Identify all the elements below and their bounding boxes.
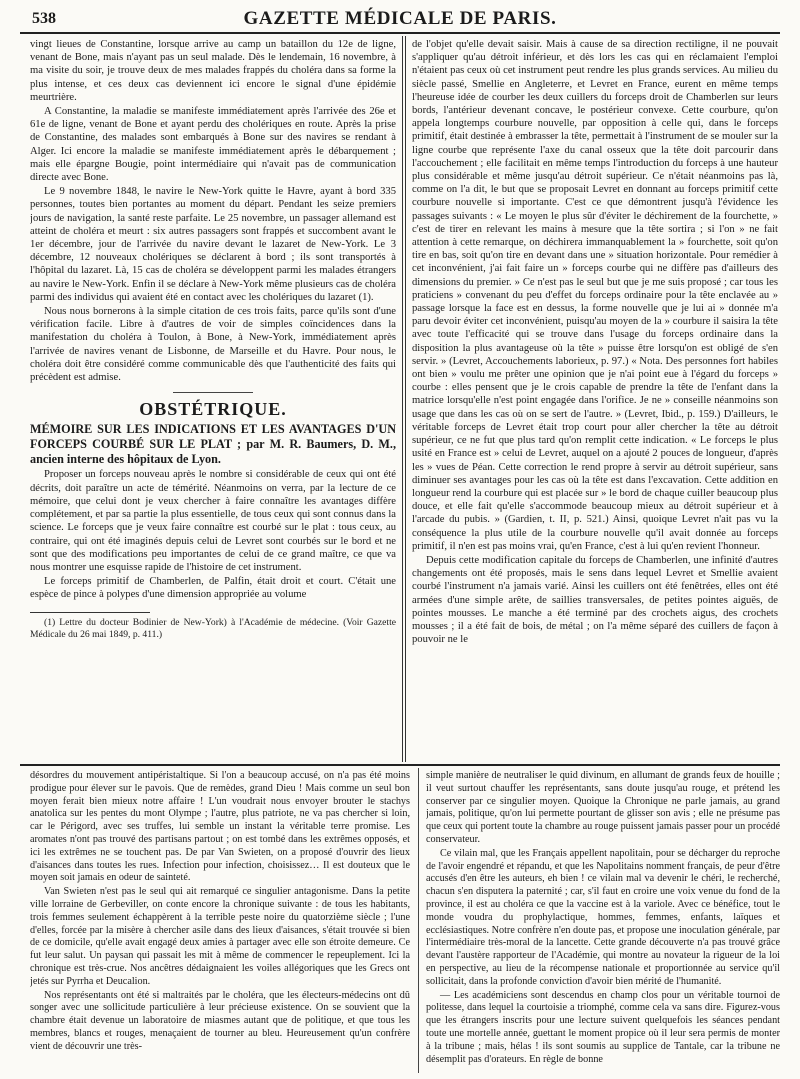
paragraph: vingt lieues de Constantine, lorsque arrive au camp un bataillon du 12e de ligne, venant de Bone, mais n'ayant pas un seul malade. Dès le lendemain, 16 novembre, à ma visite du soir, je trouve deux de mes malades frappés du choléra dans sa forme la plus intense, et ces deux cas deviennent ici encore le signal d'une épidémie meurtrière.: [30, 39, 396, 103]
column-divider: [418, 768, 419, 1073]
footnote: (1) Lettre du docteur Bodinier de New-York) à l'Académie de médecine. (Voir Gazette Médicale du 26 mai 1849, p. 411.): [30, 616, 396, 640]
page-number: 538: [32, 10, 56, 27]
paragraph: Nous nous bornerons à la simple citation de ces trois faits, parce qu'ils sont d'une vérification facile. Libre à d'autres de voir de simples coïncidences dans la manifestation du choléra à Toulon, à Bone, à New-York, immédiatement après l'arrivée de navires venant de Lisbonne, de Marseille et du Havre. Pour nous, le choléra doit être considéré comme communicable dès que l'authenticité des faits qui précèdent est admise.: [30, 306, 396, 384]
paragraph: Proposer un forceps nouveau après le nombre si considérable de ceux qui ont été décrits, doit paraître un acte de témérité. Néanmoins on verra, par la lecture de ce mémoire, que celui dont je veux chercher à faire connaître les avantages diffère complétement, et par sa partie la plus essentielle, de tous ceux qui sont connus dans la science. Le forceps que je veux faire connaître est courbé sur le plat : tous ceux, au contraire, qui ont été imaginés depuis celui de Levret sont courbés sur le bord et ne sont que des modifications peu importantes de celui de ce grand maître, ce que va nous montrer une esquisse rapide de l'histoire de cet instrument.: [30, 469, 396, 573]
paragraph: Nos représentants ont été si maltraités par le choléra, que les électeurs-médecins ont dû songer avec une sollicitude particulière à leur précieuse existence. On se souvient que la chambre était devenue un laboratoire de miasmes autant que de politique, et que tous les membres, blancs et rouges, menaçaient de tourner au bleu. Heureusement qu'un confrère vient de découvrir une très-: [30, 989, 410, 1052]
left-top-column: [30, 38, 396, 762]
right-bottom-column: [426, 770, 780, 1073]
paragraph: de l'objet qu'elle devait saisir. Mais à cause de sa direction rectiligne, il ne pouvait s'appliquer qu'au détroit inférieur, et dès lors les cas qui en réclamaient l'emploi n'étaient pas ceux où cet instrument peut rendre les plus grands services. Au milieu du siècle passé, Smellie en Angleterre, et Levret en France, eurent en même temps l'heureuse idée de courber les deux cuillers du forceps droit de Chamberlen sur leurs bords, l'antérieur devenant concave, le postérieur convexe. Cette courbure, qu'on appela longtemps courbure nouvelle, par opposition à celle qui, dans le forceps primitif, était destinée à embrasser la tête, permettait à l'instrument de se mouler sur la ligne courbe que représente l'axe du canal osseux que la tête doit parcourir dans l'accouchement ; elle facilitait en même temps l'introduction du forceps à une hauteur plus considérable et même jusqu'au détroit supérieur. Ce n'était néanmoins pas là, comme on l'a dit, le but que se proposait Levret en donnant au forceps primitif cette courbure nouvelle si importante. C'est ce que démontrent jusqu'à l'évidence les passages suivants : « Le moyen le plus sûr d'éviter le déchirement de la fourchette, » c'est de tirer en relevant les mains à mesure que la tête sortira ; si l'on » ne fait attention à cette remarque, on déchirera immanquablement la » fourchette, soit qu'on tire en bas, soit qu'on tire en devant dans une » situation horizontale. Pour remédier à cet inconvénient, j'ai fait faire un » forceps courbe qui ne diffère pas d'ailleurs des dimensions du premier. » Ce n'est pas le seul but que je me suis proposé ; car tous les praticiens » convenant du peu d'effet du forceps ordinaire pour la tête enclavée au » passage lorsque la face est en dessus, la forme nouvelle que je lui ai » donnée m'a paru devoir éviter cet inconvénient, puisqu'au moyen de la » courbure il saisira la tête avec toute l'efficacité qui se trouve dans l'usage du forceps ordinaire dans la disposition la plus avantageuse où la tête » puisse être lorsqu'on est obligé de s'en servir. » (Levret, Accouchements laborieux, p. 97.) « Nota. Des personnes fort habiles ont bien » voulu me prêter une opinion que je n'ai point eue à l'égard du forceps » courbe : elles pensent que je le crois capable de prendre la tête de l'enfant dans la matrice lorsqu'elle n'est point engagée dans l'orifice. Je ne » conseille néanmoins son usage que dans les cas où on se sert de l'autre. » (Levret, Ibid., p. 159.) D'ailleurs, le véritable forceps de Levret était trop court pour aller chercher la tête au détroit supérieur, ce ne fut que plus tard qu'on remplit cette indication. « Le forceps le plus usité en France est » celui de Levret, auquel on a ajouté 2 pouces de longueur, d'après les » vues de Péan. Cette correction le rend propre à servir au détroit supérieur, sans diminuer ses avantages pour les cas où la tête est dans l'excavation. Cette addition en longueur rend la courbure qui est placée sur » le bord de chaque cuiller beaucoup plus douce, et elle fait qu'elle s'accommode beaucoup mieux au détroit supérieur et à l'arcade du pubis. » (Gardien, t. II, p. 521.) Ainsi, quoique Levret n'ait pas vu la conséquence la plus utile de la courbure nouvelle qu'il avait donnée au forceps primitif, il n'en est pas moins vrai, qu'en France, c'est à lui qu'en revient l'honneur.: [412, 39, 778, 552]
page-header: [20, 6, 780, 32]
memoir-title: MÉMOIRE SUR LES INDICATIONS ET LES AVANTAGES D'UN FORCEPS COURBÉ SUR LE PLAT ; par M. R. Baumers, D. M., ancien interne des hôpitaux de Lyon.: [30, 422, 396, 467]
paragraph: — Les académiciens sont descendus en champ clos pour un véritable tournoi de politesse, dans lequel la courtoisie a triomphé, comme cela va sans dire. Figurez-vous que les étrangers inscrits pour une lecture suivent quelquefois les séances pendant toute une mortelle année, guettant le moment propice où il leur sera permis de monter à la tribune ; mais, hélas ! ils sont soumis au supplice de Tantale, car la tribune ne désemplit pas d'orateurs. En règle de bonne: [426, 989, 780, 1065]
paragraph: simple manière de neutraliser le quid divinum, en allumant de grands feux de houille ; il veut surtout chauffer les représentants, sans doute jusqu'au rouge, et prétend les conserver par ce singulier moyen. Quoique la Chronique ne parle jamais, au grand jamais, politique, qu'on lui permette pourtant de glisser son avis ; elle ne présume pas que ceux qui portent toute la chambre au rouge puissent jamais passer pour un procédé conservateur.: [426, 770, 780, 845]
left-bottom-column: [30, 770, 410, 1073]
paragraph: désordres du mouvement antipéristaltique. Si l'on a beaucoup accusé, on n'a pas été moins prodigue pour élever sur le pavois. Que de remèdes, grand Dieu ! Mais comme un seul bon moyen ferait bien mieux notre affaire ! L'un voudrait nous envoyer brouter le stachys anatolica sur les pentes du mont Olympe ; l'autre, plus patriote, ne va pas chercher si loin, car le Périgord, avec ses truffes, lui semble un instant la véritable terre promise. Les aromates n'ont pas trouvé des partisans partout ; on est tombé dans les extrêmes opposés, et ici les extrêmes ne se touchent pas. De par Van Swieten, on a proposé d'ouvrir des lieux d'aisances dans toutes les rues. Infection pour infection, choisissez… Il est douteux que le moyen soit jamais en odeur de sainteté.: [30, 770, 410, 884]
divider: [173, 392, 253, 393]
paragraph: Ce vilain mal, que les Français appellent napolitain, pour se décharger du reproche de l'avoir engendré et répandu, et que les Napolitains nomment français, de peur d'être accusés d'en être les auteurs, eh bien ! ce vilain mal va devenir le chéri, le recherché, chacun s'en disputera la paternité ; car, s'il faut en croire une voix venue du fond de la province, il est au choléra ce que la vaccine est à la variole. Avec ce bénéfice, tout le monde voudra du prophylactique, hommes, femmes, enfants, laïques et ecclésiastiques. Notre confrère n'en doute pas, et propose une inoculation générale, par l'intermédiaire très-moral de la lancette. Cette grande découverte n'a pas trouvé grâce devant l'austère rapporteur de l'Académie, qui montre au novateur la rigueur de la loi en perspective, au lieu de la récompense nationale et proportionnée au service qu'il sollicitait, dans la profonde conviction d'avoir bien mérité de l'humanité.: [426, 847, 780, 987]
paragraph: Depuis cette modification capitale du forceps de Chamberlen, une infinité d'autres changements ont été proposés, mais le sens dans lequel Levret et Smellie avaient courbé l'instrument n'a jamais varié. Ainsi les cuillers ont été fenêtrées, elles ont été armées d'une simple arête, de saillies transversales, de petites pointes aiguës, de pointes mousses. Le manche a été terminé par des crochets aigus, des crochets mousses ; il a été fait de bois, de métal ; on l'a même séparé des cuillers de façon à pouvoir ne le: [412, 554, 778, 646]
column-divider: [402, 36, 403, 762]
paragraph: A Constantine, la maladie se manifeste immédiatement après l'arrivée des 26e et 61e de ligne, venant de Bone et ayant perdu des cholériques en route. Après la prise de Constantine, des malades sont embarqués à Bone sur des navires se rendant à Alger. Ici encore la maladie se manifeste immédiatement après le débarquement ; mais elle épargne Bougie, point intermédiaire qui n'avait pas de communication directe avec Bone.: [30, 106, 396, 184]
column-divider: [405, 36, 406, 762]
footnote-rule: [30, 612, 150, 613]
paragraph: Van Swieten n'est pas le seul qui ait remarqué ce singulier antagonisme. Dans la petite ville lorraine de Gerbeviller, on conte encore la chronique suivante : de tous les habitants, trois femmes seulement échappèrent à la terrible peste noire du quatorzième siècle ; l'une d'elles, forcée par la misère à chercher asile dans des lieux d'aisances, s'était trouvée si bien de ce domicile, qu'elle avait engagé deux amies à partager avec elle son étroite demeure. Ce fut leur salut. Un paysan qui passait les mit à même de commencer le repeuplement. Ici la chronique est très-crue. Nos ancêtres dédaignaient les voiles allégoriques que les Grecs ont jetés sur Pyrrha et Deucalion.: [30, 886, 410, 987]
running-title: GAZETTE MÉDICALE DE PARIS.: [243, 8, 557, 29]
section-title: OBSTÉTRIQUE.: [139, 399, 287, 420]
paragraph: Le 9 novembre 1848, le navire le New-York quitte le Havre, ayant à bord 335 personnes, toutes bien portantes au moment du départ. Pendant les seize premiers jours de navigation, la santé reste parfaite. Le 25 novembre, un passager allemand est atteint de choléra et meurt : six autres passagers sont frappés et succombent avant le 1er décembre, jour de l'arrivée du navire devant le lazaret de New-York. Le 3 décembre, 12 nouveaux cholériques se déclarent à bord ; ils sont transportés à l'hôpital du lazaret. Là, 15 cas de choléra se développent parmi les malades étrangers au navire le New-York. Enfin il se déclare à New-York même plusieurs cas de choléra parmi des individus qui avaient été en contact avec les cholériques du lazaret (1).: [30, 186, 396, 303]
header-rule: [20, 32, 780, 34]
right-top-column: [412, 38, 778, 762]
section-rule: [20, 764, 780, 766]
paragraph: Le forceps primitif de Chamberlen, de Palfin, était droit et court. C'était une espèce de pince à polypes d'une dimension appropriée au volume: [30, 576, 396, 601]
